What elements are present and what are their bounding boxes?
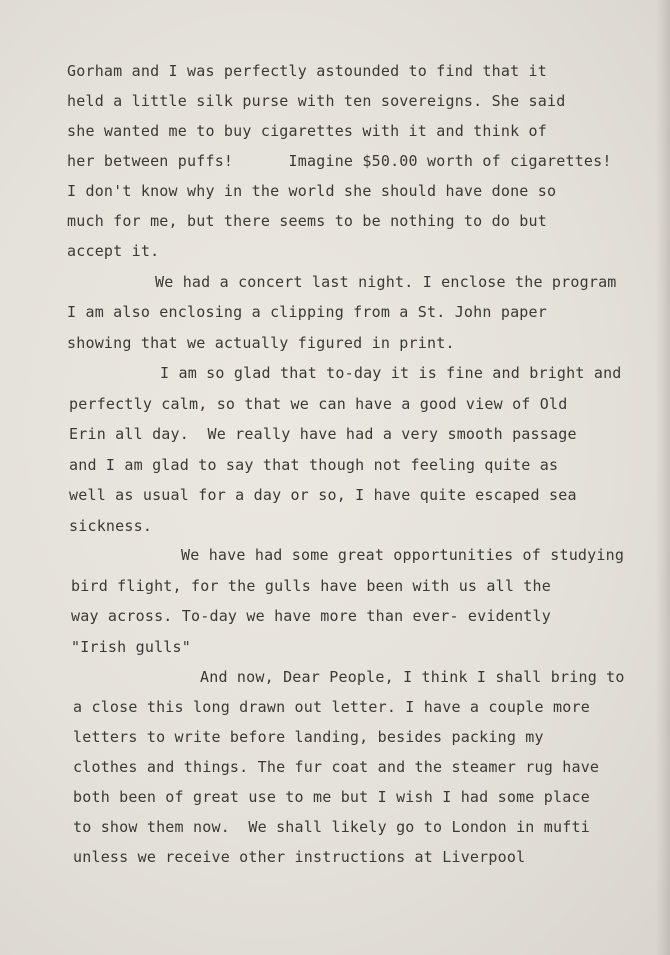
letter-line: accept it.	[67, 242, 160, 260]
letter-line: letters to write before landing, besides packing my	[73, 728, 544, 746]
letter-line: much for me, but there seems to be nothing to do but	[67, 212, 547, 230]
letter-line: bird flight, for the gulls have been with us all the	[71, 577, 551, 595]
letter-line: her between puffs! Imagine $50.00 worth of cigarettes!	[67, 152, 612, 170]
letter-line: "Irish gulls"	[71, 638, 191, 656]
letter-line: perfectly calm, so that we can have a good view of Old	[69, 395, 568, 413]
letter-line: I am also enclosing a clipping from a St. John paper	[67, 303, 547, 321]
letter-line: showing that we actually figured in print.	[67, 334, 455, 352]
letter-line: way across. To-day we have more than ever- evidently	[71, 607, 551, 625]
letter-line: both been of great use to me but I wish I had some place	[73, 788, 590, 806]
letter-line: And now, Dear People, I think I shall bring to	[200, 668, 625, 686]
letter-line: sickness.	[69, 517, 153, 535]
letter-line: Gorham and I was perfectly astounded to find that it	[67, 62, 547, 80]
letter-line: and I am glad to say that though not feeling quite as	[69, 456, 559, 474]
letter-line: unless we receive other instructions at Liverpool	[73, 848, 526, 866]
letter-line: she wanted me to buy cigarettes with it and think of	[67, 122, 547, 140]
letter-line: held a little silk purse with ten sovereigns. She said	[67, 92, 566, 110]
letter-line: I am so glad that to-day it is fine and bright and	[160, 364, 622, 382]
letter-line: well as usual for a day or so, I have quite escaped sea	[69, 486, 577, 504]
letter-line: Erin all day. We really have had a very smooth passage	[69, 425, 577, 443]
letter-line: We have had some great opportunities of studying	[181, 546, 625, 564]
letter-line: We had a concert last night. I enclose the program	[155, 273, 617, 291]
letter-line: to show them now. We shall likely go to London in mufti	[73, 818, 590, 836]
letter-line: I don't know why in the world she should have done so	[67, 182, 557, 200]
letter-line: a close this long drawn out letter. I have a couple more	[73, 698, 590, 716]
letter-line: clothes and things. The fur coat and the steamer rug have	[73, 758, 600, 776]
